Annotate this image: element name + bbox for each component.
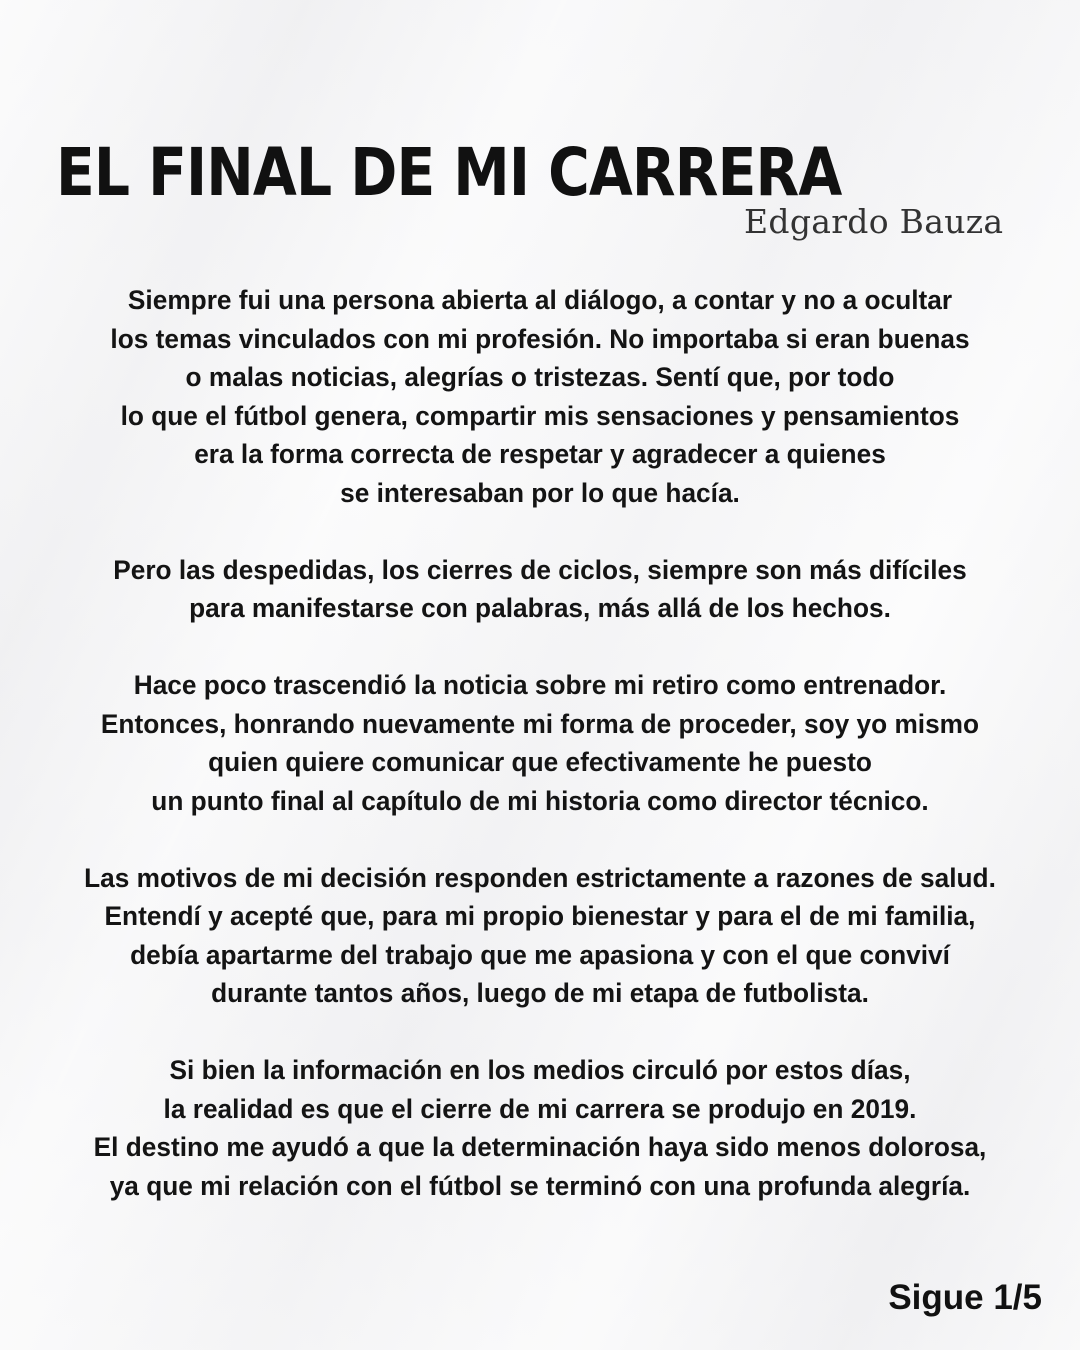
text-line: para manifestarse con palabras, más allá de los hechos. bbox=[189, 593, 891, 623]
text-line: debía apartarme del trabajo que me apasiona y con el que conviví bbox=[130, 939, 950, 970]
text-line: durante tantos años, luego de mi etapa de futbolista. bbox=[211, 978, 869, 1008]
paragraph-5 bbox=[0, 1051, 1080, 1205]
page-counter: Sigue 1/5 bbox=[888, 1278, 1042, 1317]
text-line: lo que el fútbol genera, compartir mis sensaciones y pensamientos bbox=[120, 400, 960, 431]
text-line: Entonces, honrando nuevamente mi forma de proceder, soy yo mismo bbox=[100, 708, 980, 739]
text-line: se interesaban por lo que hacía. bbox=[340, 477, 740, 508]
paragraph-3 bbox=[0, 666, 1080, 820]
text-line: Si bien la información en los medios circuló por estos días, bbox=[169, 1055, 911, 1085]
text-line: un punto final al capítulo de mi historia como director técnico. bbox=[151, 785, 929, 816]
text-line: los temas vinculados con mi profesión. No importaba si eran buenas bbox=[110, 323, 970, 354]
author-name: Edgardo Bauza bbox=[744, 202, 1004, 241]
text-line: Las motivos de mi decisión responden estrictamente a razones de salud. bbox=[84, 862, 996, 893]
document-title: EL FINAL DE MI CARRERA bbox=[56, 134, 842, 211]
text-line: Entendí y acepté que, para mi propio bienestar y para el de mi familia, bbox=[104, 901, 976, 931]
paragraph-2 bbox=[0, 551, 1080, 628]
text-line: Pero las despedidas, los cierres de ciclos, siempre son más difíciles bbox=[113, 554, 967, 585]
text-line: o malas noticias, alegrías o tristezas. Sentí que, por todo bbox=[185, 362, 895, 392]
text-line: Hace poco trascendió la noticia sobre mi retiro como entrenador. bbox=[133, 670, 947, 700]
text-line: El destino me ayudó a que la determinación haya sido menos dolorosa, bbox=[93, 1132, 987, 1162]
text-line: quien quiere comunicar que efectivamente he puesto bbox=[208, 747, 872, 777]
text-line: ya que mi relación con el fútbol se terminó con una profunda alegría. bbox=[109, 1170, 971, 1201]
text-line: era la forma correcta de respetar y agradecer a quienes bbox=[194, 439, 886, 469]
statement-body bbox=[0, 281, 1080, 1205]
text-line: la realidad es que el cierre de mi carrera se produjo en 2019. bbox=[163, 1093, 917, 1124]
paragraph-1 bbox=[0, 281, 1080, 512]
text-line: Siempre fui una persona abierta al diálogo, a contar y no a ocultar bbox=[127, 285, 953, 315]
paragraph-4 bbox=[0, 859, 1080, 1013]
